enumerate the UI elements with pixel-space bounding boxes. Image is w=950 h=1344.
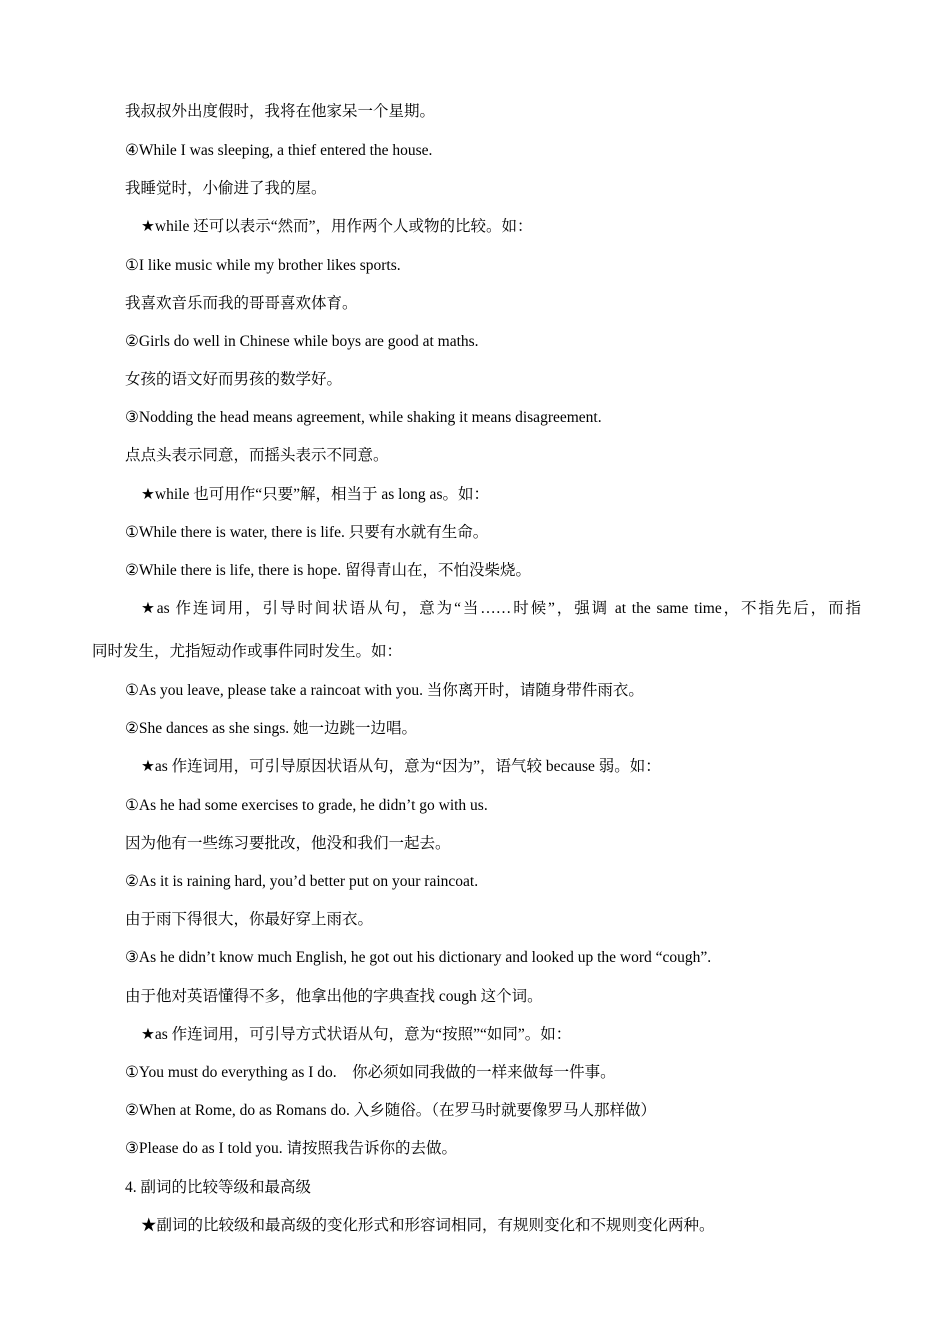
example-sentence: ④While I was sleeping, a thief entered the house. <box>125 142 433 159</box>
rule-heading: ★副词的比较级和最高级的变化形式和形容词相同，有规则变化和不规则变化两种。 <box>141 1217 715 1234</box>
rule-heading-continuation: 同时发生，尤指短动作或事件同时发生。如： <box>92 643 403 660</box>
example-sentence: ②Girls do well in Chinese while boys are good at maths. <box>125 333 479 350</box>
example-sentence: ①I like music while my brother likes sports. <box>125 257 401 274</box>
rule-heading: ★as 作连词用，可引导原因状语从句，意为“因为”，语气较 because 弱。如： <box>141 758 661 775</box>
example-sentence: ①As he had some exercises to grade, he didn’t go with us. <box>125 797 488 814</box>
translation-line: 因为他有一些练习要批改，他没和我们一起去。 <box>125 835 451 852</box>
example-sentence: ②When at Rome, do as Romans do. 入乡随俗。（在罗马时就要像罗马人那样做） <box>125 1102 656 1119</box>
example-sentence: ①You must do everything as I do. 你必须如同我做的一样来做每一件事。 <box>125 1064 616 1081</box>
rule-heading: ★while 也可用作“只要”解，相当于 as long as。如： <box>141 486 489 503</box>
example-sentence: ③As he didn’t know much English, he got out his dictionary and looked up the word “cough”. <box>125 949 712 966</box>
example-sentence: ③Nodding the head means agreement, while shaking it means disagreement. <box>125 409 602 426</box>
translation-line: 点点头表示同意，而摇头表示不同意。 <box>125 447 389 464</box>
section-heading: 4. 副词的比较等级和最高级 <box>125 1179 312 1196</box>
rule-heading: ★while 还可以表示“然而”，用作两个人或物的比较。如： <box>141 218 533 235</box>
example-sentence: ②As it is raining hard, you’d better put on your raincoat. <box>125 873 479 890</box>
translation-line: 女孩的语文好而男孩的数学好。 <box>125 371 343 388</box>
translation-line: 由于雨下得很大，你最好穿上雨衣。 <box>125 911 374 928</box>
translation-line: 由于他对英语懂得不多，他拿出他的字典查找 cough 这个词。 <box>125 988 543 1005</box>
example-sentence: ③Please do as I told you. 请按照我告诉你的去做。 <box>125 1140 458 1157</box>
translation-line: 我睡觉时，小偷进了我的屋。 <box>125 180 327 197</box>
translation-line: 我喜欢音乐而我的哥哥喜欢体育。 <box>125 295 358 312</box>
rule-heading: ★as 作连词用，引导时间状语从句，意为“当……时候”，强调 at the same time，不指先后，而指 <box>141 600 861 617</box>
example-sentence: ②She dances as she sings. 她一边跳一边唱。 <box>125 720 418 737</box>
example-sentence: ②While there is life, there is hope. 留得青山在，不怕没柴烧。 <box>125 562 532 579</box>
example-sentence: ①As you leave, please take a raincoat with you. 当你离开时，请随身带件雨衣。 <box>125 682 644 699</box>
example-sentence: ①While there is water, there is life. 只要有水就有生命。 <box>125 524 489 541</box>
rule-heading: ★as 作连词用，可引导方式状语从句，意为“按照”“如同”。如： <box>141 1026 572 1043</box>
text-line: 我叔叔外出度假时，我将在他家呆一个星期。 <box>125 103 436 120</box>
